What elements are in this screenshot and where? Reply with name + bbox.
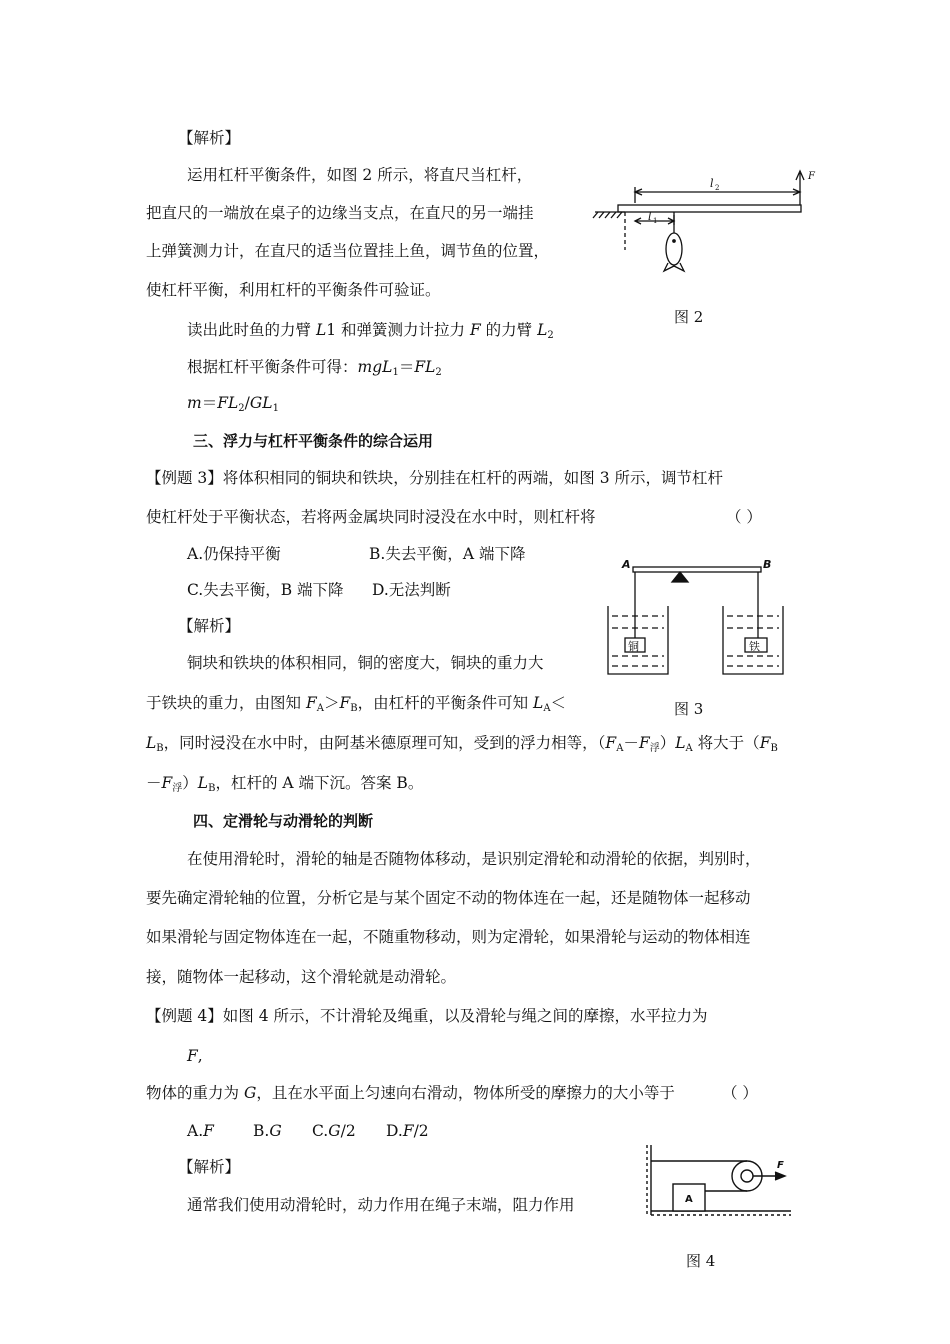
option-a: A.F [187,1122,214,1140]
paragraph-line: $L_B$，同时浸没在水中时，由阿基米德原理可知，受到的浮力相等，$(F_A-F_浮)L_A$ 将大于（$F_B$ [146,734,778,754]
figure-4-pulley-diagram [643,1143,813,1223]
force-label: F [777,1160,784,1171]
question-line: 【例题 3】将体积相同的铜块和铁块，分别挂在杠杆的两端，如图 3 所示，调节杠杆 [146,469,724,487]
paragraph-line: 在使用滑轮时，滑轮的轴是否随物体移动，是识别定滑轮和动滑轮的依据，判别时， [187,850,761,868]
paragraph-line: 上弹簧测力计，在直尺的适当位置挂上鱼，调节鱼的位置， [146,242,550,260]
question-line: 使杠杆处于平衡状态，若将两金属块同时浸没在水中时，则杠杆将 [146,508,596,526]
option-b: B.G [253,1122,282,1140]
paragraph-line: 使杠杆平衡，利用杠杆的平衡条件可验证。 [146,281,441,299]
question-line: 物体的重力为 G，且在水平面上匀速向右滑动，物体所受的摩擦力的大小等于 [146,1084,675,1102]
option-b: B.失去平衡，A 端下降 [369,545,526,563]
force-label: F [808,171,815,182]
paragraph-line: 通常我们使用动滑轮时，动力作用在绳子末端，阻力作用 [187,1196,575,1214]
paragraph-line: 读出此时鱼的力臂 L1 和弹簧测力计拉力 F 的力臂 $L_2$ [187,321,554,341]
l1-label: l [648,210,652,223]
l2-label: l [710,177,714,190]
paragraph-line: 铜块和铁块的体积相同，铜的密度大，铜块的重力大 [187,654,544,672]
figure-caption: 图 3 [674,700,704,718]
end-a-label: A [622,558,631,571]
analysis-label: 【解析】 [178,129,241,147]
answer-bracket: （ ） [722,1084,758,1102]
paragraph-line: 于铁块的重力，由图知 $F_A>F_B$，由杠杆的平衡条件可知 $L_A<$ [146,694,567,714]
analysis-label: 【解析】 [178,1158,241,1176]
formula-line: 根据杠杆平衡条件可得：$mgL_1=FL_2$ [187,358,442,378]
option-c: C.G/2 [312,1122,356,1140]
paragraph-line: 要先确定滑轮轴的位置，分析它是与某个固定不动的物体连在一起，还是随物体一起移动 [146,889,751,907]
iron-block-label: 铁 [749,640,760,653]
svg-text:2: 2 [715,184,720,192]
paragraph-line: 把直尺的一端放在桌子的边缘当支点，在直尺的另一端挂 [146,204,534,222]
formula-line: $m=FL_2/GL_1$ [187,394,279,414]
question-line: F, [187,1047,203,1065]
option-a: A.仍保持平衡 [187,545,281,563]
figure-2-lever-diagram [590,165,830,280]
option-d: D.无法判断 [372,581,451,599]
paragraph-line: 运用杠杆平衡条件，如图 2 所示，将直尺当杠杆， [187,166,533,184]
paragraph-line: $-F_浮)L_B$，杠杆的 A 端下沉。答案 B。 [146,774,424,794]
paragraph-line: 如果滑轮与固定物体连在一起，不随重物移动，则为定滑轮，如果滑轮与运动的物体相连 [146,928,751,946]
paragraph-line: 接，随物体一起移动，这个滑轮就是动滑轮。 [146,968,457,986]
figure-caption: 图 4 [686,1252,716,1270]
answer-bracket: （ ） [726,508,762,526]
option-c: C.失去平衡，B 端下降 [187,581,344,599]
block-a-label: A [685,1194,693,1205]
figure-3-beakers-diagram [600,558,790,683]
end-b-label: B [763,558,772,571]
section-heading: 三、浮力与杠杆平衡条件的综合运用 [193,432,434,450]
analysis-label: 【解析】 [178,617,241,635]
figure-caption: 图 2 [674,308,704,326]
option-d: D.F/2 [386,1122,429,1140]
copper-block-label: 铜 [628,640,639,653]
svg-text:1: 1 [653,217,658,225]
question-line: 【例题 4】如图 4 所示，不计滑轮及绳重，以及滑轮与绳之间的摩擦，水平拉力为 [146,1007,708,1025]
section-heading: 四、定滑轮与动滑轮的判断 [193,812,374,830]
